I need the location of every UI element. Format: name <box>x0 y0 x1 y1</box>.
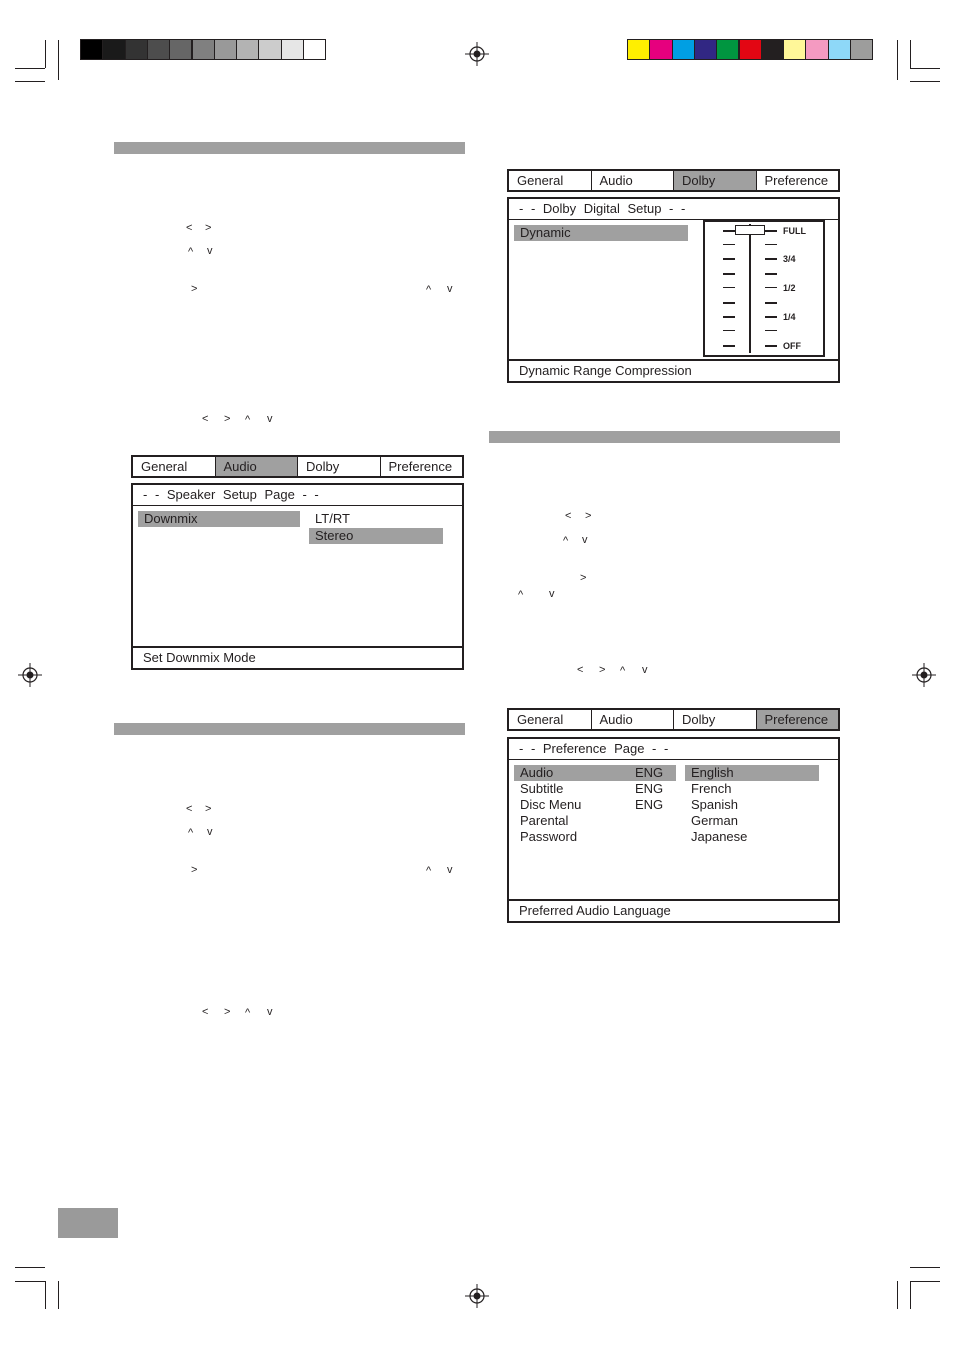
down-arrow-symbol: v <box>582 534 588 546</box>
left-arrow-symbol: < <box>186 803 193 815</box>
section-header-bar <box>114 723 465 735</box>
down-arrow-symbol: v <box>447 864 453 876</box>
tab-audio[interactable]: Audio <box>592 710 675 729</box>
slider-tick <box>765 330 777 331</box>
up-arrow-symbol: ^ <box>426 284 432 296</box>
right-arrow-symbol: > <box>205 803 212 815</box>
color-swatch <box>627 39 650 60</box>
color-swatch <box>828 39 851 60</box>
up-arrow-symbol: ^ <box>245 1007 251 1019</box>
down-arrow-symbol: v <box>447 283 453 295</box>
tab-audio[interactable]: Audio <box>216 457 299 476</box>
section-header-bar <box>489 431 840 443</box>
registration-mark-icon <box>465 42 489 66</box>
section-header-bar <box>114 142 465 154</box>
color-swatch <box>783 39 806 60</box>
panel-title: - - Preference Page - - <box>509 739 838 760</box>
panel-title: - - Dolby Digital Setup - - <box>509 199 838 220</box>
color-swatch <box>125 39 148 60</box>
tab-preference[interactable]: Preference <box>388 459 453 474</box>
slider-tick <box>765 316 777 318</box>
pref-item-disc-menu[interactable]: Disc Menu <box>520 797 582 812</box>
crop-mark <box>15 81 45 82</box>
tab-general[interactable]: General <box>509 171 592 190</box>
crop-mark <box>897 40 898 80</box>
slider-tick <box>765 244 777 245</box>
crop-mark <box>910 40 911 68</box>
registration-mark-icon <box>18 663 42 687</box>
right-arrow-symbol: > <box>224 413 231 425</box>
crop-mark <box>910 68 940 69</box>
panel-footer: Set Downmix Mode <box>133 646 462 668</box>
registration-mark-icon <box>465 1284 489 1308</box>
color-swatch <box>716 39 739 60</box>
down-arrow-symbol: v <box>549 588 555 600</box>
slider-track <box>749 224 751 353</box>
up-arrow-symbol: ^ <box>426 865 432 877</box>
panel-footer: Dynamic Range Compression <box>509 359 838 381</box>
color-swatch <box>214 39 237 60</box>
slider-label-1-2: 1/2 <box>783 283 796 293</box>
right-arrow-symbol: > <box>224 1006 231 1018</box>
slider-tick <box>723 258 735 260</box>
tab-dolby[interactable]: Dolby <box>674 171 757 190</box>
up-arrow-symbol: ^ <box>563 535 569 547</box>
tab-general[interactable]: General <box>133 457 216 476</box>
slider-label-off: OFF <box>783 341 801 351</box>
crop-mark <box>15 1267 45 1268</box>
language-option-french[interactable]: French <box>691 781 732 796</box>
color-swatch <box>761 39 784 60</box>
dynamic-range-slider[interactable] <box>703 220 825 357</box>
crop-mark <box>910 81 940 82</box>
color-swatch <box>303 39 326 60</box>
color-swatch <box>169 39 192 60</box>
down-arrow-symbol: v <box>642 664 648 676</box>
slider-tick <box>723 316 735 318</box>
tab-dolby[interactable]: Dolby <box>674 710 757 729</box>
slider-tick <box>765 345 777 347</box>
registration-mark-icon <box>912 663 936 687</box>
down-arrow-symbol: v <box>207 245 213 257</box>
slider-tick <box>765 258 777 260</box>
tab-audio[interactable]: Audio <box>592 171 675 190</box>
preference-menu-tabs <box>507 708 840 731</box>
dolby-menu-tabs <box>507 169 840 192</box>
pref-value-subtitle: ENG <box>635 781 664 796</box>
slider-tick <box>723 302 735 304</box>
slider-tick <box>723 345 735 347</box>
downmix-menu-item[interactable]: Downmix <box>138 511 300 527</box>
right-arrow-symbol: > <box>580 572 587 584</box>
slider-tick <box>723 273 735 275</box>
left-arrow-symbol: < <box>186 222 193 234</box>
pref-item-audio[interactable]: Audio <box>520 765 554 780</box>
down-arrow-symbol: v <box>207 826 213 838</box>
crop-mark <box>910 1267 940 1268</box>
left-arrow-symbol: < <box>202 413 209 425</box>
slider-tick <box>765 273 777 275</box>
color-swatch <box>258 39 281 60</box>
right-arrow-symbol: > <box>599 664 606 676</box>
up-arrow-symbol: ^ <box>188 246 194 258</box>
option-lt-rt[interactable]: LT/RT <box>315 511 350 526</box>
right-arrow-symbol: > <box>191 283 198 295</box>
dolby-setup-panel <box>507 197 840 383</box>
pref-item-parental[interactable]: Parental <box>520 813 569 828</box>
crop-mark <box>910 1281 940 1282</box>
pref-value-disc-menu: ENG <box>635 797 664 812</box>
tab-preference[interactable]: Preference <box>764 173 829 188</box>
slider-tick <box>723 230 735 232</box>
color-swatch <box>739 39 762 60</box>
color-swatch <box>694 39 717 60</box>
right-arrow-symbol: > <box>205 222 212 234</box>
color-swatch <box>281 39 304 60</box>
color-swatch <box>236 39 259 60</box>
crop-mark <box>45 40 46 68</box>
up-arrow-symbol: ^ <box>620 665 626 677</box>
option-stereo[interactable]: Stereo <box>309 528 443 544</box>
right-arrow-symbol: > <box>585 510 592 522</box>
language-option-german[interactable]: German <box>691 813 738 828</box>
up-arrow-symbol: ^ <box>245 414 251 426</box>
down-arrow-symbol: v <box>267 413 273 425</box>
slider-tick <box>765 287 777 288</box>
slider-label-1-4: 1/4 <box>783 312 796 322</box>
panel-title: - - Speaker Setup Page - - <box>133 485 462 506</box>
color-swatch <box>672 39 695 60</box>
color-swatch <box>850 39 873 60</box>
pref-item-password[interactable]: Password <box>520 829 578 844</box>
left-arrow-symbol: < <box>202 1006 209 1018</box>
left-arrow-symbol: < <box>565 510 572 522</box>
slider-tick <box>723 244 735 245</box>
dynamic-menu-item[interactable]: Dynamic <box>514 225 688 241</box>
right-arrow-symbol: > <box>191 864 198 876</box>
slider-label-3-4: 3/4 <box>783 254 796 264</box>
slider-tick <box>765 230 777 232</box>
up-arrow-symbol: ^ <box>518 589 524 601</box>
panel-footer: Preferred Audio Language <box>509 899 838 921</box>
left-arrow-symbol: < <box>577 664 584 676</box>
page-number-box <box>58 1208 118 1238</box>
speaker-menu-tabs <box>131 455 464 478</box>
crop-mark <box>58 40 59 80</box>
crop-mark <box>15 1281 45 1282</box>
slider-tick <box>765 302 777 304</box>
up-arrow-symbol: ^ <box>188 827 194 839</box>
crop-mark <box>45 1281 46 1309</box>
speaker-setup-panel <box>131 483 464 670</box>
color-swatch <box>805 39 828 60</box>
slider-thumb[interactable] <box>735 225 765 235</box>
tab-preference[interactable]: Preference <box>757 710 839 729</box>
slider-tick <box>723 287 735 288</box>
pref-value-audio: ENG <box>635 765 664 780</box>
crop-mark <box>58 1281 59 1309</box>
tab-dolby[interactable]: Dolby <box>298 457 381 476</box>
slider-label-full: FULL <box>783 226 806 236</box>
color-swatch <box>147 39 170 60</box>
color-swatch <box>192 39 215 60</box>
crop-mark <box>910 1281 911 1309</box>
color-swatch <box>102 39 125 60</box>
language-option-spanish[interactable]: Spanish <box>691 797 738 812</box>
language-option-japanese[interactable]: Japanese <box>691 829 748 844</box>
slider-tick <box>723 330 735 331</box>
pref-item-subtitle[interactable]: Subtitle <box>520 781 564 796</box>
language-option-english[interactable]: English <box>685 765 819 781</box>
tab-general[interactable]: General <box>509 710 592 729</box>
down-arrow-symbol: v <box>267 1006 273 1018</box>
crop-mark <box>15 68 45 69</box>
color-swatch <box>80 39 103 60</box>
crop-mark <box>897 1281 898 1309</box>
preference-page-panel <box>507 737 840 923</box>
color-swatch <box>649 39 672 60</box>
